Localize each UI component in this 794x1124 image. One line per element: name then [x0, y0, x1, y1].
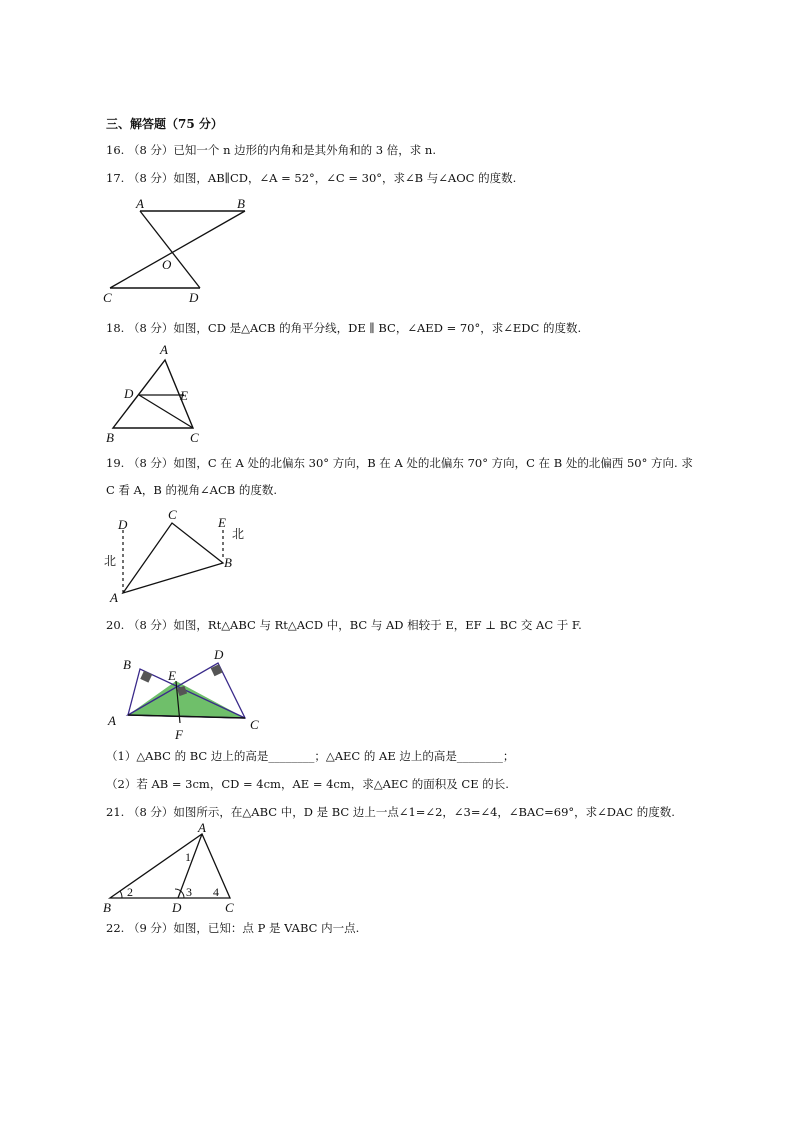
figure-17	[100, 196, 260, 306]
question-number: 17.	[106, 171, 125, 185]
question-text: C 看 A，B 的视角∠ACB 的度数.	[106, 483, 278, 497]
question-text: （8 分）如图，AB∥CD，∠A = 52°，∠C = 30°，求∠B 与∠AOC 的度数.	[127, 171, 517, 185]
label-C: C	[190, 430, 199, 445]
label-E: E	[218, 515, 226, 530]
question-18	[106, 320, 581, 336]
question-number: 21.	[106, 805, 125, 819]
question-text: （8 分）如图所示，在△ABC 中，D 是 BC 边上一点∠1=∠2，∠3=∠4，∠BAC=69°，求∠DAC 的度数.	[127, 805, 675, 819]
question-text: （8 分）已知一个 n 边形的内角和是其外角和的 3 倍，求 n.	[127, 143, 436, 157]
label-A: A	[160, 342, 168, 357]
label-C: C	[225, 900, 234, 915]
question-21	[106, 804, 675, 820]
question-20	[106, 617, 582, 633]
angle-1: 1	[185, 850, 191, 864]
label-north-B: 北	[232, 527, 245, 541]
label-A: A	[108, 713, 116, 728]
subquestion-text: （2）若 AB = 3cm，CD = 4cm，AE = 4cm，求△AEC 的面积及 CE 的长.	[106, 777, 509, 791]
question-text: （9 分）如图，已知：点 P 是 VABC 内一点.	[127, 921, 360, 935]
label-D: D	[214, 647, 224, 662]
angle-4: 4	[213, 885, 219, 899]
label-C: C	[103, 290, 112, 305]
question-20-part1	[106, 748, 514, 764]
label-A: A	[198, 822, 206, 835]
question-text: （8 分）如图，Rt△ABC 与 Rt△ACD 中，BC 与 AD 相较于 E，EF ⊥ BC 交 AC 于 F.	[127, 618, 582, 632]
label-F: F	[175, 727, 183, 742]
question-19	[106, 455, 693, 471]
label-D: D	[189, 290, 199, 305]
subquestion-text: （1）△ABC 的 BC 边上的高是________；△AEC 的 AE 边上的高是________；	[106, 749, 515, 763]
question-number: 16.	[106, 143, 125, 157]
label-O: O	[162, 257, 172, 272]
label-A: A	[136, 196, 144, 211]
question-number: 22.	[106, 921, 125, 935]
question-text: （8 分）如图，C 在 A 处的北偏东 30° 方向，B 在 A 处的北偏东 70° 方向，C 在 B 处的北偏西 50° 方向. 求	[127, 456, 693, 470]
label-B: B	[123, 657, 131, 672]
figure-19	[100, 505, 260, 605]
label-C: C	[250, 717, 259, 732]
question-text: （8 分）如图，CD 是△ACB 的角平分线，DE ∥ BC，∠AED = 70°，求∠EDC 的度数.	[127, 321, 582, 335]
question-number: 18.	[106, 321, 125, 335]
question-number: 19.	[106, 456, 125, 470]
question-number: 20.	[106, 618, 125, 632]
label-C: C	[168, 507, 177, 522]
figure-21	[100, 822, 245, 917]
angle-2: 2	[127, 885, 133, 899]
label-A: A	[110, 590, 118, 605]
label-E: E	[168, 668, 176, 683]
section-title: 三、解答题（75 分）	[106, 117, 223, 131]
label-D: D	[172, 900, 182, 915]
label-B: B	[106, 430, 114, 445]
label-D: D	[118, 517, 128, 532]
label-E: E	[180, 388, 188, 403]
question-17	[106, 170, 516, 186]
label-B: B	[237, 196, 245, 211]
label-B: B	[103, 900, 111, 915]
label-north-A: 北	[104, 554, 117, 568]
label-D: D	[124, 386, 134, 401]
angle-3: 3	[186, 885, 192, 899]
question-20-part2	[106, 776, 509, 792]
label-B: B	[224, 555, 232, 570]
figure-18	[100, 340, 220, 448]
question-16	[106, 142, 436, 158]
figure-20	[100, 643, 270, 743]
question-22	[106, 920, 359, 936]
question-19-cont	[106, 482, 277, 498]
